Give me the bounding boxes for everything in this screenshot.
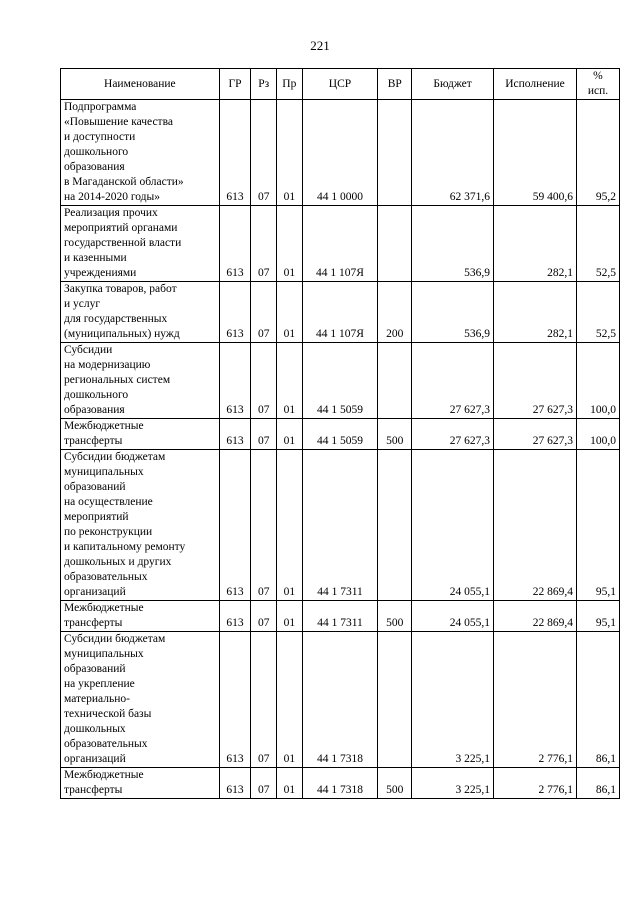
table-row	[61, 632, 620, 768]
row-vr	[378, 343, 412, 419]
row-rz: 07	[251, 768, 277, 799]
row-execution: 2 776,1	[494, 632, 577, 768]
header-csr: ЦСР	[302, 69, 378, 100]
row-gr: 613	[219, 601, 251, 632]
row-budget: 27 627,3	[412, 419, 494, 450]
row-pr: 01	[277, 206, 303, 282]
row-name: Реализация прочих мероприятий органами государственной власти и казенными учреждениями	[61, 206, 220, 282]
row-vr	[378, 632, 412, 768]
table-row	[61, 419, 620, 450]
row-name: Субсидии бюджетам муниципальных образований на укрепление материально- технической базы дошкольных образовательных организаций	[61, 632, 220, 768]
row-name: Подпрограмма «Повышение качества и доступности дошкольного образования в Магаданской области» на 2014-2020 годы»	[61, 100, 220, 206]
row-pr: 01	[277, 632, 303, 768]
row-rz: 07	[251, 450, 277, 601]
header-rz: Рз	[251, 69, 277, 100]
row-percent: 86,1	[576, 632, 619, 768]
row-budget: 3 225,1	[412, 768, 494, 799]
row-execution: 22 869,4	[494, 601, 577, 632]
row-percent: 52,5	[576, 206, 619, 282]
row-pr: 01	[277, 768, 303, 799]
row-gr: 613	[219, 100, 251, 206]
row-vr: 500	[378, 419, 412, 450]
row-pr: 01	[277, 450, 303, 601]
row-percent: 52,5	[576, 282, 619, 343]
row-gr: 613	[219, 450, 251, 601]
row-budget: 24 055,1	[412, 450, 494, 601]
row-percent: 95,1	[576, 601, 619, 632]
row-vr	[378, 206, 412, 282]
header-budget: Бюджет	[412, 69, 494, 100]
row-csr: 44 1 107Я	[302, 206, 378, 282]
row-percent: 100,0	[576, 343, 619, 419]
row-name: Межбюджетные трансферты	[61, 419, 220, 450]
row-execution: 282,1	[494, 282, 577, 343]
row-gr: 613	[219, 419, 251, 450]
row-name: Закупка товаров, работ и услуг для государственных (муниципальных) нужд	[61, 282, 220, 343]
row-vr	[378, 100, 412, 206]
header-percent	[576, 69, 619, 100]
table-row	[61, 601, 620, 632]
row-csr: 44 1 0000	[302, 100, 378, 206]
header-percent-symbol: %	[593, 70, 603, 82]
row-pr: 01	[277, 343, 303, 419]
header-vr: ВР	[378, 69, 412, 100]
row-execution: 22 869,4	[494, 450, 577, 601]
row-pr: 01	[277, 419, 303, 450]
row-gr: 613	[219, 343, 251, 419]
row-execution: 2 776,1	[494, 768, 577, 799]
row-csr: 44 1 5059	[302, 419, 378, 450]
table-row	[61, 768, 620, 799]
row-execution: 59 400,6	[494, 100, 577, 206]
row-execution: 27 627,3	[494, 419, 577, 450]
page-number: 221	[310, 38, 330, 53]
row-percent: 86,1	[576, 768, 619, 799]
row-percent: 95,2	[576, 100, 619, 206]
row-budget: 27 627,3	[412, 343, 494, 419]
row-gr: 613	[219, 632, 251, 768]
row-csr: 44 1 7318	[302, 768, 378, 799]
row-name: Межбюджетные трансферты	[61, 768, 220, 799]
row-name: Межбюджетные трансферты	[61, 601, 220, 632]
table-header-row	[61, 69, 620, 100]
row-budget: 24 055,1	[412, 601, 494, 632]
row-rz: 07	[251, 282, 277, 343]
row-rz: 07	[251, 601, 277, 632]
row-csr: 44 1 5059	[302, 343, 378, 419]
row-pr: 01	[277, 100, 303, 206]
row-csr: 44 1 107Я	[302, 282, 378, 343]
row-percent: 100,0	[576, 419, 619, 450]
row-execution: 282,1	[494, 206, 577, 282]
row-vr: 500	[378, 601, 412, 632]
row-percent: 95,1	[576, 450, 619, 601]
header-pr: Пр	[277, 69, 303, 100]
budget-execution-table	[60, 68, 620, 799]
row-gr: 613	[219, 282, 251, 343]
header-percent-label: исп.	[587, 85, 609, 97]
row-gr: 613	[219, 206, 251, 282]
header-name: Наименование	[61, 69, 220, 100]
row-vr	[378, 450, 412, 601]
row-csr: 44 1 7311	[302, 450, 378, 601]
table-row	[61, 450, 620, 601]
table-row	[61, 206, 620, 282]
row-name: Субсидии бюджетам муниципальных образований на осуществление мероприятий по реконструкции и капитальному ремонту дошкольных и других образовательных организаций	[61, 450, 220, 601]
row-pr: 01	[277, 601, 303, 632]
row-csr: 44 1 7311	[302, 601, 378, 632]
row-vr: 500	[378, 768, 412, 799]
row-rz: 07	[251, 100, 277, 206]
row-pr: 01	[277, 282, 303, 343]
row-budget: 3 225,1	[412, 632, 494, 768]
row-execution: 27 627,3	[494, 343, 577, 419]
header-execution: Исполнение	[494, 69, 577, 100]
table-row	[61, 100, 620, 206]
row-budget: 62 371,6	[412, 100, 494, 206]
row-gr: 613	[219, 768, 251, 799]
table-row	[61, 343, 620, 419]
row-rz: 07	[251, 206, 277, 282]
table-row	[61, 282, 620, 343]
row-budget: 536,9	[412, 282, 494, 343]
row-rz: 07	[251, 632, 277, 768]
row-vr: 200	[378, 282, 412, 343]
header-gr: ГР	[219, 69, 251, 100]
row-budget: 536,9	[412, 206, 494, 282]
row-csr: 44 1 7318	[302, 632, 378, 768]
row-name: Субсидии на модернизацию региональных систем дошкольного образования	[61, 343, 220, 419]
row-rz: 07	[251, 343, 277, 419]
row-rz: 07	[251, 419, 277, 450]
